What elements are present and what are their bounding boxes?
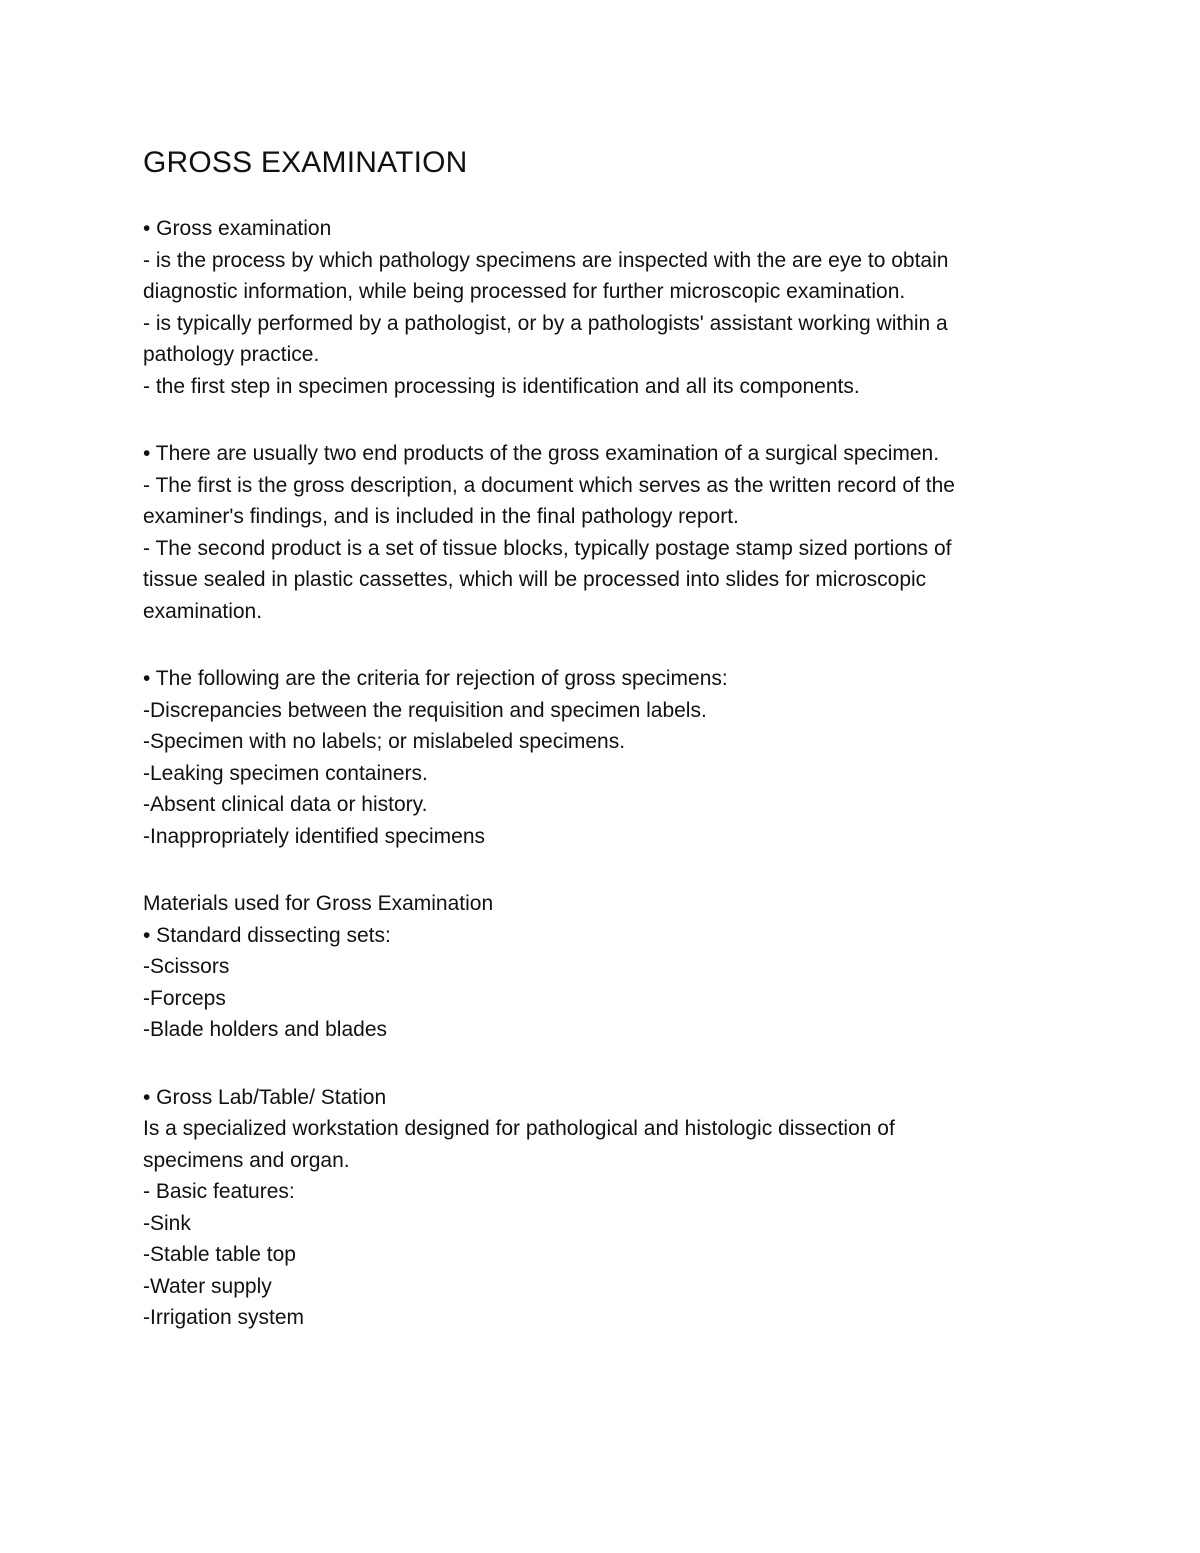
section-gross-station — [143, 1082, 1063, 1334]
text-line: Materials used for Gross Examination — [143, 892, 494, 915]
text-line: examination. — [143, 599, 263, 623]
text-line: • There are usually two end products of the gross examination of a surgical specimen. — [143, 442, 940, 465]
text-line: • The following are the criteria for rejection of gross specimens: — [143, 667, 728, 690]
text-line: diagnostic information, while being processed for further microscopic examination. — [143, 280, 906, 303]
text-line: tissue sealed in plastic cassettes, which will be processed into slides for microscopic — [143, 568, 927, 591]
text-line: -Inappropriately identified specimens — [143, 824, 486, 848]
section-rejection-criteria — [143, 663, 1063, 852]
text-line: - is the process by which pathology specimens are inspected with the are eye to obtain — [143, 248, 949, 272]
document-title: GROSS EXAMINATION — [143, 146, 468, 179]
text-line: • Standard dissecting sets: — [143, 923, 391, 947]
text-line: Is a specialized workstation designed for pathological and histologic dissection of — [143, 1117, 895, 1140]
text-line: - Basic features: — [143, 1180, 295, 1203]
text-line: - The second product is a set of tissue blocks, typically postage stamp sized portions of — [143, 536, 952, 560]
text-line: - is typically performed by a pathologist, or by a pathologists' assistant working within a — [143, 311, 948, 335]
text-line: -Sink — [143, 1211, 191, 1235]
text-line: -Specimen with no labels; or mislabeled specimens. — [143, 730, 626, 753]
text-line: -Forceps — [143, 986, 226, 1010]
text-line: • Gross examination — [143, 217, 332, 240]
text-line: examiner's findings, and is included in the final pathology report. — [143, 505, 739, 528]
text-line: pathology practice. — [143, 343, 320, 366]
text-line: specimens and organ. — [143, 1148, 350, 1172]
document-page — [143, 143, 1063, 1334]
text-line: -Water supply — [143, 1274, 272, 1298]
text-line: -Discrepancies between the requisition and specimen labels. — [143, 698, 707, 722]
paragraph-gap — [143, 627, 1063, 663]
text-line: -Scissors — [143, 955, 230, 978]
paragraph-gap — [143, 852, 1063, 888]
text-line: - the first step in specimen processing is identification and all its components. — [143, 374, 860, 398]
paragraph-gap — [143, 1046, 1063, 1082]
text-line: -Leaking specimen containers. — [143, 761, 428, 785]
text-line: -Blade holders and blades — [143, 1018, 388, 1041]
text-line: - The first is the gross description, a document which serves as the written record of the — [143, 473, 955, 497]
paragraph-gap — [143, 402, 1063, 438]
section-end-products — [143, 438, 1063, 627]
text-line: -Absent clinical data or history. — [143, 793, 428, 816]
section-materials — [143, 888, 1063, 1046]
section-gross-examination — [143, 213, 1063, 402]
text-line: • Gross Lab/Table/ Station — [143, 1085, 387, 1109]
text-line: -Stable table top — [143, 1243, 296, 1266]
text-line: -Irrigation system — [143, 1306, 305, 1329]
